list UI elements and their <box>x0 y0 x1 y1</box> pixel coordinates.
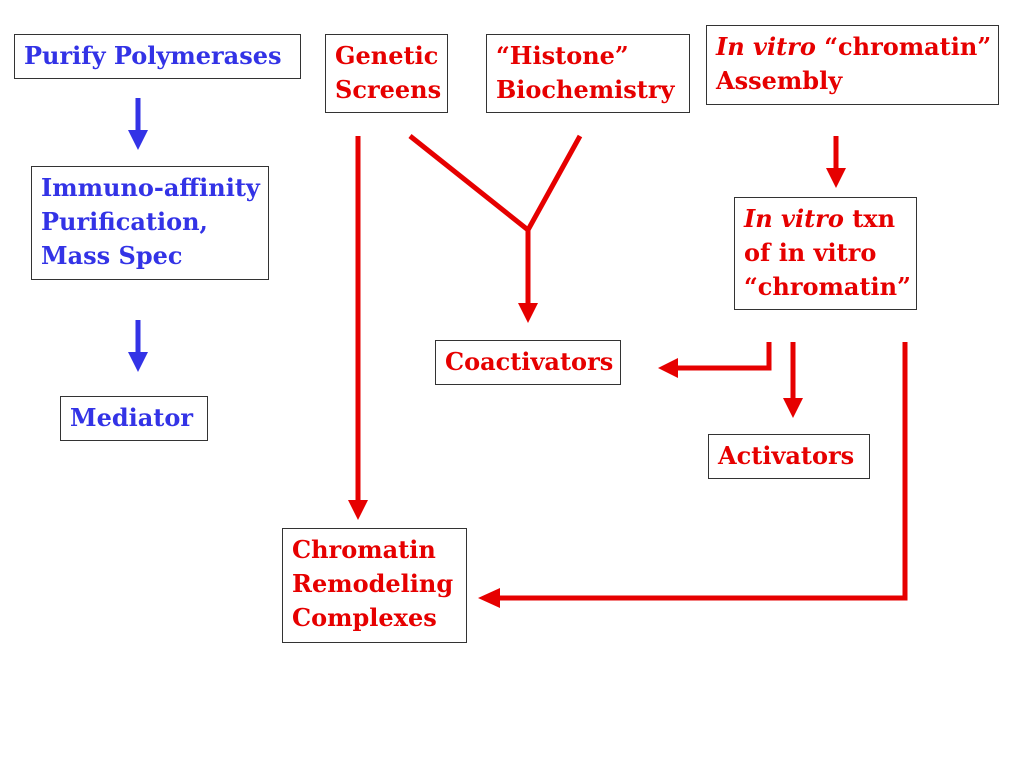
merge-lines-to-coactivators <box>410 136 580 230</box>
genetic-screens-line1: Genetic <box>335 41 439 70</box>
in-vitro-assembly-box <box>706 25 999 105</box>
in-vitro-txn-box <box>734 197 917 310</box>
in-vitro-txn-italic: In vitro <box>744 204 844 233</box>
genetic-screens-box <box>325 34 448 113</box>
coactivators-box <box>435 340 621 385</box>
in-vitro-txn-line1 <box>744 202 907 236</box>
in-vitro-assembly-line1 <box>716 30 992 64</box>
in-vitro-italic: In vitro <box>716 32 816 61</box>
chromatin-remodeling-line1: Chromatin <box>292 535 436 564</box>
chromatin-remodeling-line2: Remodeling <box>292 569 454 598</box>
arrowhead-txn <box>826 168 846 188</box>
arrowhead-coactivators-left <box>658 358 678 378</box>
immuno-affinity-line2: Purification, <box>41 207 208 236</box>
arrowhead-mediator <box>128 352 148 372</box>
activators-label: Activators <box>718 441 855 470</box>
histone-biochemistry-line2: Biochemistry <box>496 75 675 104</box>
in-vitro-assembly-rest: “chromatin” <box>815 32 992 61</box>
in-vitro-txn-line2: of in vitro <box>744 238 877 267</box>
histone-biochemistry-line1: “Histone” <box>496 41 629 70</box>
activators-box <box>708 434 870 479</box>
arrowhead-activators <box>783 398 803 418</box>
immuno-affinity-box <box>31 166 269 280</box>
chromatin-remodeling-line3: Complexes <box>292 603 437 632</box>
purify-polymerases-box <box>14 34 301 79</box>
genetic-screens-line2: Screens <box>335 75 442 104</box>
purify-polymerases-label: Purify Polymerases <box>24 41 282 70</box>
coactivators-label: Coactivators <box>445 347 614 376</box>
in-vitro-txn-line3: “chromatin” <box>744 272 911 301</box>
mediator-box <box>60 396 208 441</box>
immuno-affinity-line3: Mass Spec <box>41 241 183 270</box>
arrowhead-remodeling-down <box>348 500 368 520</box>
immuno-affinity-line1: Immuno-affinity <box>41 173 260 202</box>
histone-biochemistry-box <box>486 34 690 113</box>
mediator-label: Mediator <box>70 403 194 432</box>
in-vitro-txn-rest: txn <box>843 204 896 233</box>
arrow-txn-to-coactivators <box>676 342 769 368</box>
in-vitro-assembly-line2: Assembly <box>716 66 843 95</box>
arrowhead-coactivators-down <box>518 303 538 323</box>
arrowhead-remodeling-left <box>478 588 500 608</box>
arrowhead-immuno <box>128 130 148 150</box>
chromatin-remodeling-box <box>282 528 467 643</box>
